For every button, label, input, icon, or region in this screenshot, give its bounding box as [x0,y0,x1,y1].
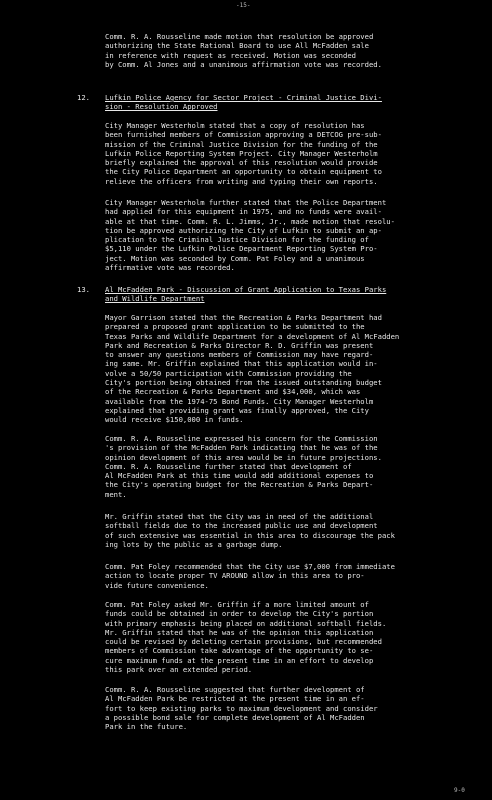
item-13-paragraph-3: Mr. Griffin stated that the City was in need of the additional softball fields due to the increased public use and development of such extensive was essential in this area to discourage the pack ing lots by the public as a garbage dump. [105,512,395,549]
item-13-paragraph-6: Comm. R. A. Rousseline suggested that further development of Al McFadden Park be restricted at the present time in an ef- fort to keep existing parks to maximum development and consider a possible bond sale for complete development of Al McFadden Park in the future. [105,685,378,732]
item-12-number: 12. [77,93,90,102]
item-13-paragraph-1: Mayor Garrison stated that the Recreation & Parks Department had prepared a proposed grant application to be submitted to the Texas Parks and Wildlife Department for a development of Al McFadden Park and Recreation & Parks Director R. D. Griffin was present to answer any questions members of Commission may have regard- ing same. Mr. Griffin explained that this application would in- volve a 50/50 participation with Commission providing the City's portion being obtained from the issued outstanding budget of the Recreation & Parks Department and $34,000, which was available from the 1974-75 Bond Funds. City Manager Westerholm explained that providing grant was finally approved, the City would receive $150,000 in funds. [105,313,400,425]
page-number: -15- [236,2,251,9]
item-13-paragraph-4: Comm. Pat Foley recommended that the City use $7,000 from immediate action to locate proper TV AROUND allow in this area to pro- vide future convenience. [105,562,395,590]
intro-paragraph: Comm. R. A. Rousseline made motion that resolution be approved authorizing the State Rational Board to use All McFadden sale in reference with request as received. Motion was seconded by Comm. Al Jones and a unanimous affirmation vote was recorded. [105,32,382,69]
item-12-paragraph-2: City Manager Westerholm further stated that the Police Department had applied for this equipment in 1975, and no funds were avail- able at that time. Comm. R. L. Jimms, Jr., made motion that resolu- tion be approved authorizing the City of Lufkin to submit an ap- plication to the Criminal Justice Division for the funding of $5,110 under the Lufkin Police Department Reporting System Pro- ject. Motion was seconded by Comm. Pat Foley and a unanimous affirmative vote was recorded. [105,198,395,273]
item-13-number: 13. [77,285,90,294]
item-13-paragraph-2: Comm. R. A. Rousseline expressed his concern for the Commission 's provision of the McFadden Park indicating that he was of the opinion development of this area would be in future projections. Comm. R. A. Rousseline further stated that development of Al McFadden Park at this time would add additional expenses to the City's operating budget for the Recreation & Parks Depart- ment. [105,434,382,499]
item-13-paragraph-5: Comm. Pat Foley asked Mr. Griffin if a more limited amount of funds could be obtained in order to develop the City's portion with primary emphasis being placed on additional softball fields. Mr. Griffin stated that he was of the opinion this application could be revised by deleting certain provisions, but recommended members of Commission take advantage of the opportunity to se- cure maximum funds at the present time in an effort to develop this park over an extended period. [105,600,387,675]
item-12-heading: Lufkin Police Agency for Sector Project - Criminal Justice Divi- sion - Resolution Approved [105,93,382,112]
footer-mark: 9-0 [454,787,465,794]
item-12-paragraph-1: City Manager Westerholm stated that a copy of resolution has been furnished members of Commission approving a DETCOG pre-sub- mission of the Criminal Justice Division for the funding of the Lufkin Police Reporting System Project. City Manager Westerholm briefly explained the approval of this resolution would provide the City Police Department an opportunity to obtain equipment to relieve the officers from writing and typing their own reports. [105,121,382,186]
item-13-heading: Al McFadden Park - Discussion of Grant Application to Texas Parks and Wildlife Department [105,285,387,304]
